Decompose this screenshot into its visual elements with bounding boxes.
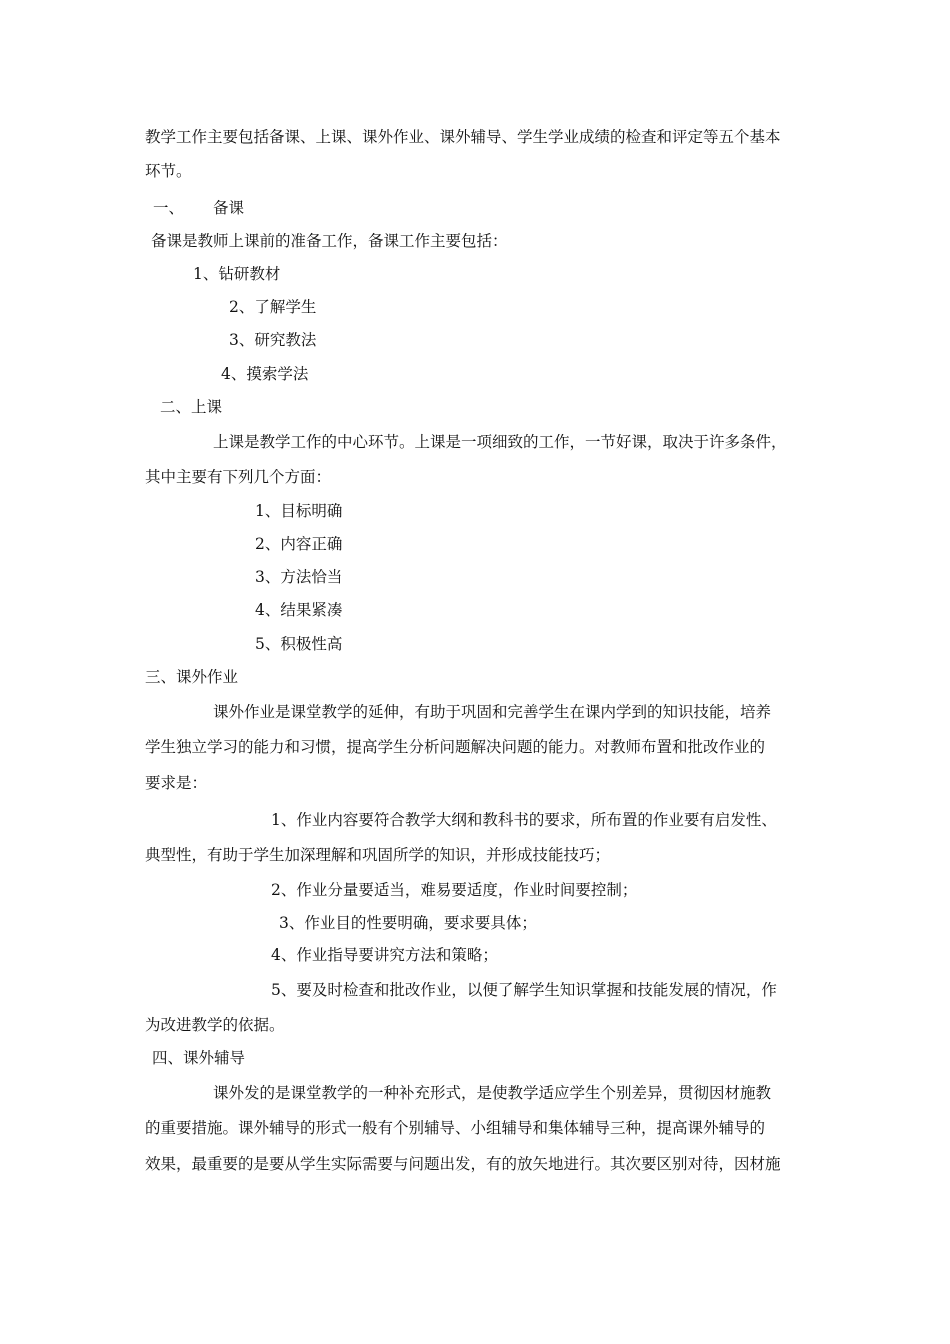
section4-heading: 四、课外辅导 [152,1049,246,1067]
intro-line-2: 环节。 [145,162,192,180]
section3-requirement-4: 4、作业指导要讲究方法和策略； [271,946,498,964]
section1-item: 4、摸索学法 [221,365,309,383]
section3-heading: 三、课外作业 [145,668,239,686]
section2-para-line-1: 上课是教学工作的中心环节。上课是一项细致的工作，一节好课，取决于许多条件， [213,433,787,451]
section3-requirement-2: 2、作业分量要适当，难易要适度，作业时间要控制； [271,881,638,899]
section1-number: 一、 [153,199,185,217]
section3-para-line-3: 要求是： [145,774,208,792]
section3-requirement-3: 3、作业目的性要明确，要求要具体； [279,914,537,932]
section1-item: 3、研究教法 [229,331,317,349]
section1-item: 2、了解学生 [229,298,317,316]
section2-item: 4、结果紧凑 [255,601,343,619]
section3-requirement-1-line-1: 1、作业内容要符合教学大纲和教科书的要求，所布置的作业要有启发性、 [271,811,777,829]
section1-item: 1、钻研教材 [193,265,281,283]
section2-item: 1、目标明确 [255,502,343,520]
section3-requirement-5-line-2: 为改进教学的依据。 [145,1016,285,1034]
section2-para-line-2: 其中主要有下列几个方面： [145,468,332,486]
section3-para-line-1: 课外作业是课堂教学的延伸，有助于巩固和完善学生在课内学到的知识技能，培养 [213,703,772,721]
section1-desc: 备课是教师上课前的准备工作，备课工作主要包括： [151,232,508,250]
section2-heading: 二、上课 [160,398,223,416]
section3-requirement-1-line-2: 典型性，有助于学生加深理解和巩固所学的知识，并形成技能技巧； [145,846,611,864]
intro-line-1: 教学工作主要包括备课、上课、课外作业、课外辅导、学生学业成绩的检查和评定等五个基本 [145,128,781,146]
section2-item: 3、方法恰当 [255,568,343,586]
section2-item: 2、内容正确 [255,535,343,553]
section4-para-line-3: 效果，最重要的是要从学生实际需要与问题出发，有的放矢地进行。其次要区别对待，因材施 [145,1155,781,1173]
section2-item: 5、积极性高 [255,635,343,653]
section3-para-line-2: 学生独立学习的能力和习惯，提高学生分析问题解决问题的能力。对教师布置和批改作业的 [145,738,766,756]
section4-para-line-2: 的重要措施。课外辅导的形式一般有个别辅导、小组辅导和集体辅导三种，提高课外辅导的 [145,1119,766,1137]
section4-para-line-1: 课外发的是课堂教学的一种补充形式，是使教学适应学生个别差异，贯彻因材施教 [213,1084,772,1102]
section3-requirement-5-line-1: 5、要及时检查和批改作业，以便了解学生知识掌握和技能发展的情况，作 [271,981,777,999]
section1-title: 备课 [213,199,245,217]
